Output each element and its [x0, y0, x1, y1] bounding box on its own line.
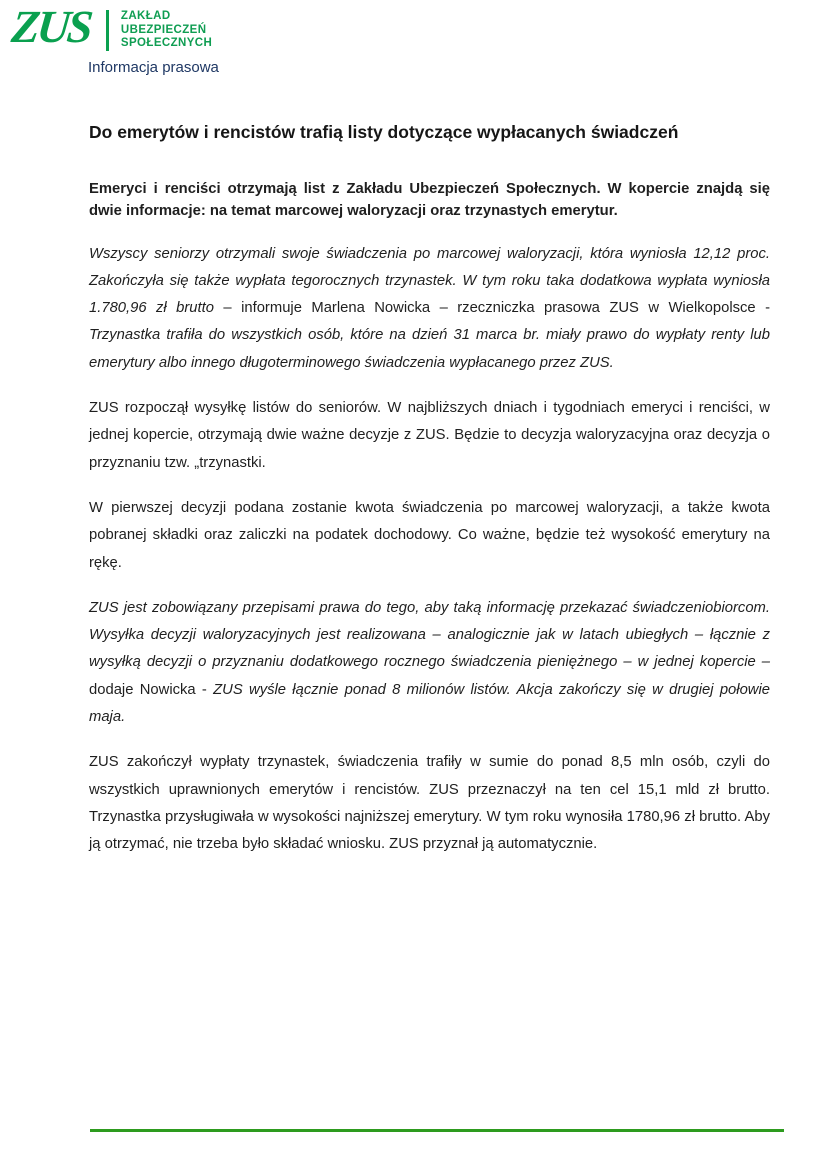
paragraphs-container [89, 241, 770, 859]
org-name-line: SPOŁECZNYCH [120, 37, 213, 49]
text-run: ZUS zakończył wypłaty trzynastek, świadczenia trafiły w sumie do ponad 8,5 mln osób, czyli do wszystkich uprawnionych emerytów i rencistów. ZUS przeznaczył na ten cel 15,1 mld zł brutto. Trzynastka przysługiwała w wysokości najniższej emerytury. W tym roku wynosiła 1780,96 zł brutto. Aby ją otrzymać, nie trzeba było składać wniosku. ZUS przyznał ją automatycznie. [89, 754, 770, 853]
press-info-label: Informacja prasowa [88, 59, 219, 76]
text-run: ZUS wyśle łącznie ponad 8 milionów listów. Akcja zakończy się w drugiej połowie maja. [89, 681, 770, 726]
text-run: dodaje Nowicka - [89, 681, 214, 698]
article-title: Do emerytów i rencistów trafią listy dotyczące wypłacanych świadczeń [89, 122, 679, 142]
text-run: Wszyscy seniorzy otrzymali swoje świadczenia po marcowej waloryzacji, która wyniosła 12,12 proc. Zakończyła się także wypłata tegorocznych trzynastek. W tym roku taka dodatkowa wypłata wyniosła 1.780,96 zł brutto [89, 245, 770, 317]
logo-divider [106, 10, 109, 51]
article [89, 122, 770, 859]
org-name-line: ZAKŁAD [120, 10, 171, 22]
zus-logo [9, 1, 213, 52]
lead-paragraph: Emeryci i renciści otrzymają list z Zakładu Ubezpieczeń Społecznych. W kopercie znajdą się dwie informacje: na temat marcowej waloryzacji oraz trzynastych emerytur. [89, 181, 770, 219]
org-name-line: UBEZPIECZEŃ [120, 23, 207, 36]
text-run: Trzynastka trafiła do wszystkich osób, które na dzień 31 marca br. miały prawo do wypłaty renty lub emerytury albo innego długoterminowego świadczenia wypłacanego przez ZUS. [89, 327, 770, 371]
body-paragraph [89, 395, 770, 477]
text-run: ZUS rozpoczął wysyłkę listów do seniorów. W najbliższych dniach i tygodniach emeryci i renciści, w jednej kopercie, otrzymają dwie ważne decyzje z ZUS. Będzie to decyzja waloryzacyjna oraz decyzja o przyznaniu tzw. „trzynastki. [89, 400, 770, 471]
body-paragraph [89, 495, 770, 577]
text-run: W pierwszej decyzji podana zostanie kwota świadczenia po marcowej waloryzacji, a także kwota pobranej składki oraz zaliczki na podatek dochodowy. Co ważne, będzie też wysokość emerytury na rękę. [89, 499, 770, 571]
body-paragraph [89, 241, 770, 377]
org-name [121, 6, 212, 51]
body-paragraph [89, 595, 770, 731]
footer-rule [90, 1129, 784, 1132]
body-paragraph [89, 749, 770, 858]
zus-logotype-icon: ZUS [9, 1, 93, 52]
text-run: – informuje Marlena Nowicka – rzeczniczka prasowa ZUS w Wielkopolsce - [223, 300, 770, 317]
text-run: ZUS jest zobowiązany przepisami prawa do tego, aby taką informację przekazać świadczeniobiorcom. Wysyłka decyzji waloryzacyjnych jest realizowana – analogicznie jak w latach ubiegłych – łącznie z wysyłką decyzji o przyznaniu dodatkowego rocznego świadczenia pieniężnego – w jednej kopercie – [89, 599, 770, 671]
